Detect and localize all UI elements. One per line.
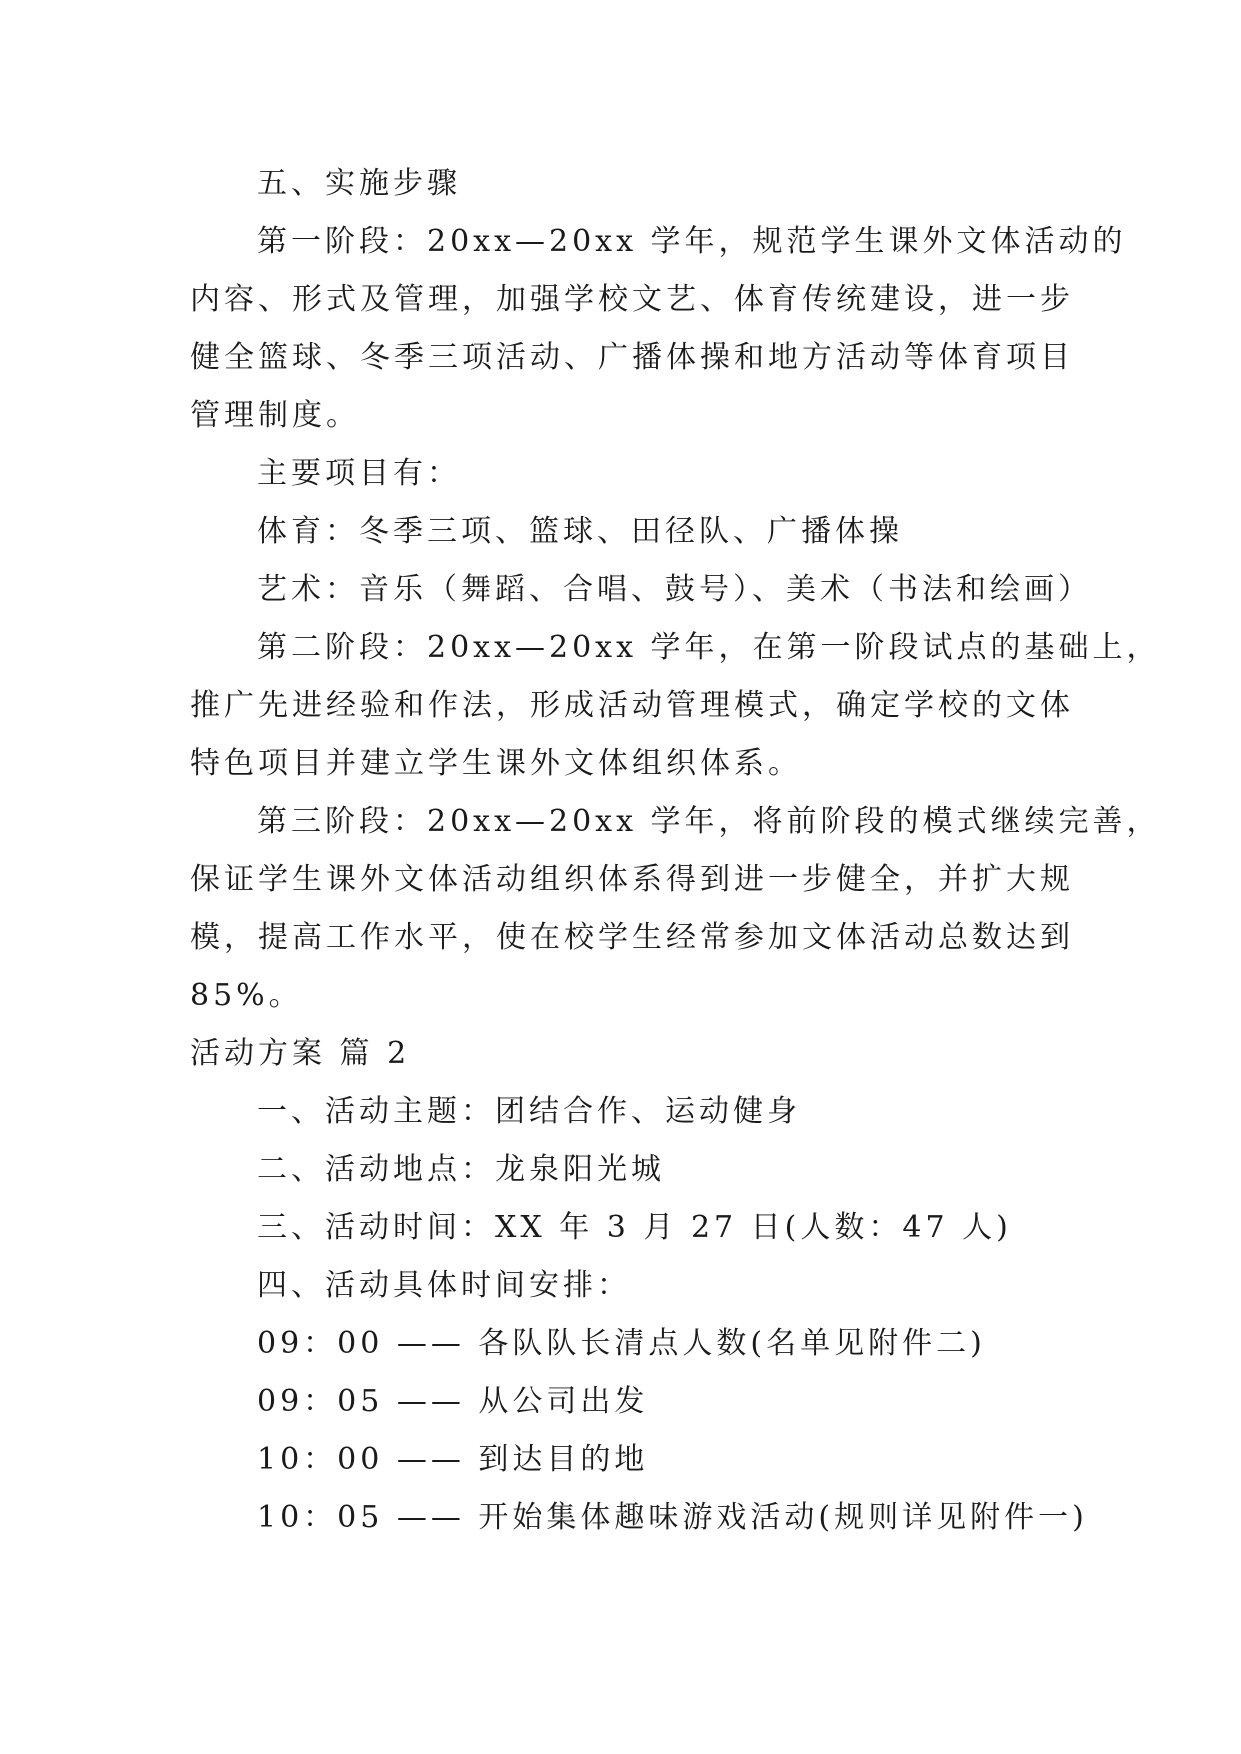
paragraph-line: 特色项目并建立学生课外文体组织体系。 bbox=[190, 746, 802, 781]
paragraph-line: 第三阶段：20xx—20xx 学年，将前阶段的模式继续完善， bbox=[257, 804, 1161, 839]
paragraph-line: 推广先进经验和作法，形成活动管理模式，确定学校的文体 bbox=[190, 688, 1074, 723]
paragraph-line: 一、活动主题：团结合作、运动健身 bbox=[257, 1094, 801, 1129]
paragraph-line: 85%。 bbox=[190, 978, 303, 1013]
schedule-item: 09：00 —— 各队队长清点人数(名单见附件二) bbox=[257, 1326, 986, 1361]
paragraph-line: 二、活动地点：龙泉阳光城 bbox=[257, 1152, 665, 1187]
schedule-item: 09：05 —— 从公司出发 bbox=[257, 1384, 649, 1419]
paragraph-line: 第二阶段：20xx—20xx 学年，在第一阶段试点的基础上， bbox=[257, 630, 1161, 665]
paragraph-line: 体育：冬季三项、篮球、田径队、广播体操 bbox=[257, 514, 903, 549]
schedule-item: 10：05 —— 开始集体趣味游戏活动(规则详见附件一) bbox=[257, 1500, 1088, 1535]
schedule-item: 10：00 —— 到达目的地 bbox=[257, 1442, 649, 1477]
paragraph-line: 内容、形式及管理，加强学校文艺、体育传统建设，进一步 bbox=[190, 282, 1074, 317]
section-heading-implementation-steps: 五、实施步骤 bbox=[257, 166, 461, 201]
paragraph-line: 艺术：音乐（舞蹈、合唱、鼓号）、美术（书法和绘画） bbox=[257, 572, 1092, 607]
paragraph-line: 三、活动时间：XX 年 3 月 27 日(人数：47 人) bbox=[257, 1210, 1012, 1245]
paragraph-line: 第一阶段：20xx—20xx 学年，规范学生课外文体活动的 bbox=[257, 224, 1127, 259]
paragraph-line: 模，提高工作水平，使在校学生经常参加文体活动总数达到 bbox=[190, 920, 1074, 955]
paragraph-line: 主要项目有： bbox=[257, 456, 461, 491]
paragraph-line: 保证学生课外文体活动组织体系得到进一步健全，并扩大规 bbox=[190, 862, 1074, 897]
section-title-plan-2: 活动方案 篇 2 bbox=[190, 1036, 411, 1071]
paragraph-line: 健全篮球、冬季三项活动、广播体操和地方活动等体育项目 bbox=[190, 340, 1074, 375]
paragraph-line: 管理制度。 bbox=[190, 398, 360, 433]
paragraph-line: 四、活动具体时间安排： bbox=[257, 1268, 631, 1303]
